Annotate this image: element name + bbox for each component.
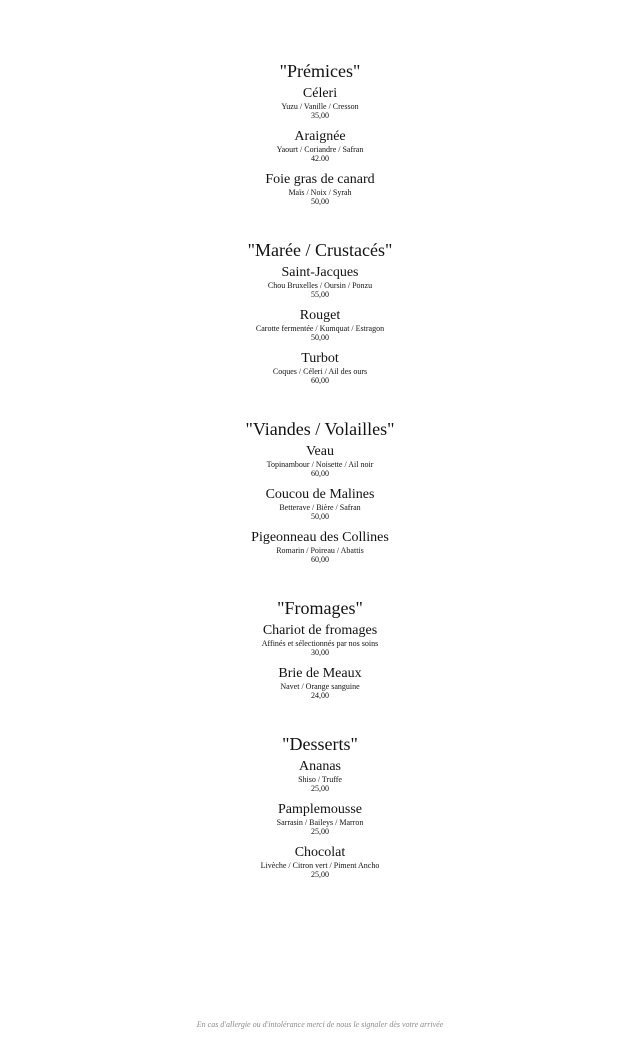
dish-price: 25,00 xyxy=(311,784,329,793)
dish-description: Maïs / Noix / Syrah xyxy=(288,188,352,197)
menu-section-desserts xyxy=(0,733,640,879)
dish-price: 25,00 xyxy=(311,827,329,836)
dish-description: Betterave / Bière / Safran xyxy=(279,503,361,512)
allergy-notice: En cas d'allergie ou d'intolérance merci de nous le signaler dès votre arrivée xyxy=(196,1020,444,1029)
dish-description: Romarin / Poireau / Abattis xyxy=(276,546,364,555)
dish-name: Foie gras de canard xyxy=(265,172,375,187)
dish-item xyxy=(0,803,640,836)
dish-item xyxy=(0,266,640,299)
dish-description: Yuzu / Vanille / Cresson xyxy=(281,102,359,111)
dish-name: Rouget xyxy=(299,308,341,323)
menu-section-viandes-volailles xyxy=(0,418,640,564)
dish-name: Chariot de fromages xyxy=(262,623,378,638)
menu-section-maree-crustaces xyxy=(0,239,640,385)
dish-price: 50,00 xyxy=(311,512,329,521)
section-title: "Fromages" xyxy=(277,598,363,618)
dish-price: 60,00 xyxy=(311,555,329,564)
dish-name: Pamplemousse xyxy=(278,802,362,817)
menu-section-premices xyxy=(0,60,640,206)
dish-price: 60,00 xyxy=(311,376,329,385)
dish-price: 60,00 xyxy=(311,469,329,478)
dish-item xyxy=(0,624,640,657)
dish-description: Topinambour / Noisette / Ail noir xyxy=(266,460,374,469)
dish-name: Turbot xyxy=(301,351,339,366)
dish-description: Navet / Orange sanguine xyxy=(280,682,360,691)
dish-description: Carotte fermentée / Kumquat / Estragon xyxy=(255,324,385,333)
section-title: "Prémices" xyxy=(279,61,361,81)
dish-price: 25,00 xyxy=(311,870,329,879)
dish-item xyxy=(0,87,640,120)
dish-price: 35,00 xyxy=(311,111,329,120)
section-title: "Marée / Crustacés" xyxy=(247,240,393,260)
dish-name: Ananas xyxy=(299,759,341,774)
dish-item xyxy=(0,667,640,700)
dish-item xyxy=(0,352,640,385)
dish-description: Coques / Céleri / Ail des ours xyxy=(272,367,368,376)
dish-name: Veau xyxy=(306,444,334,459)
dish-description: Livèche / Citron vert / Piment Ancho xyxy=(260,861,380,870)
dish-name: Chocolat xyxy=(294,845,346,860)
dish-name: Céleri xyxy=(302,86,338,101)
dish-price: 55,00 xyxy=(311,290,329,299)
dish-item xyxy=(0,846,640,879)
dish-name: Brie de Meaux xyxy=(278,666,362,681)
dish-item xyxy=(0,130,640,163)
dish-price: 50,00 xyxy=(311,333,329,342)
dish-name: Araignée xyxy=(294,129,346,144)
dish-name: Saint-Jacques xyxy=(281,265,359,280)
dish-price: 24,00 xyxy=(311,691,329,700)
dish-item xyxy=(0,531,640,564)
dish-description: Affinés et sélectionnés par nos soins xyxy=(261,639,379,648)
dish-description: Sarrasin / Baileys / Marron xyxy=(276,818,364,827)
dish-item xyxy=(0,309,640,342)
dish-price: 50,00 xyxy=(311,197,329,206)
dish-name: Coucou de Malines xyxy=(265,487,375,502)
dish-price: 42.00 xyxy=(311,154,329,163)
dish-description: Chou Bruxelles / Oursin / Ponzu xyxy=(267,281,373,290)
dish-item xyxy=(0,760,640,793)
dish-price: 30,00 xyxy=(311,648,329,657)
dish-description: Yaourt / Coriandre / Safran xyxy=(276,145,364,154)
section-title: "Viandes / Volailles" xyxy=(245,419,395,439)
section-title: "Desserts" xyxy=(282,734,358,754)
dish-item xyxy=(0,488,640,521)
menu xyxy=(0,60,640,912)
dish-name: Pigeonneau des Collines xyxy=(251,530,389,545)
dish-description: Shiso / Truffe xyxy=(298,775,342,784)
menu-section-fromages xyxy=(0,597,640,700)
dish-item xyxy=(0,173,640,206)
dish-item xyxy=(0,445,640,478)
